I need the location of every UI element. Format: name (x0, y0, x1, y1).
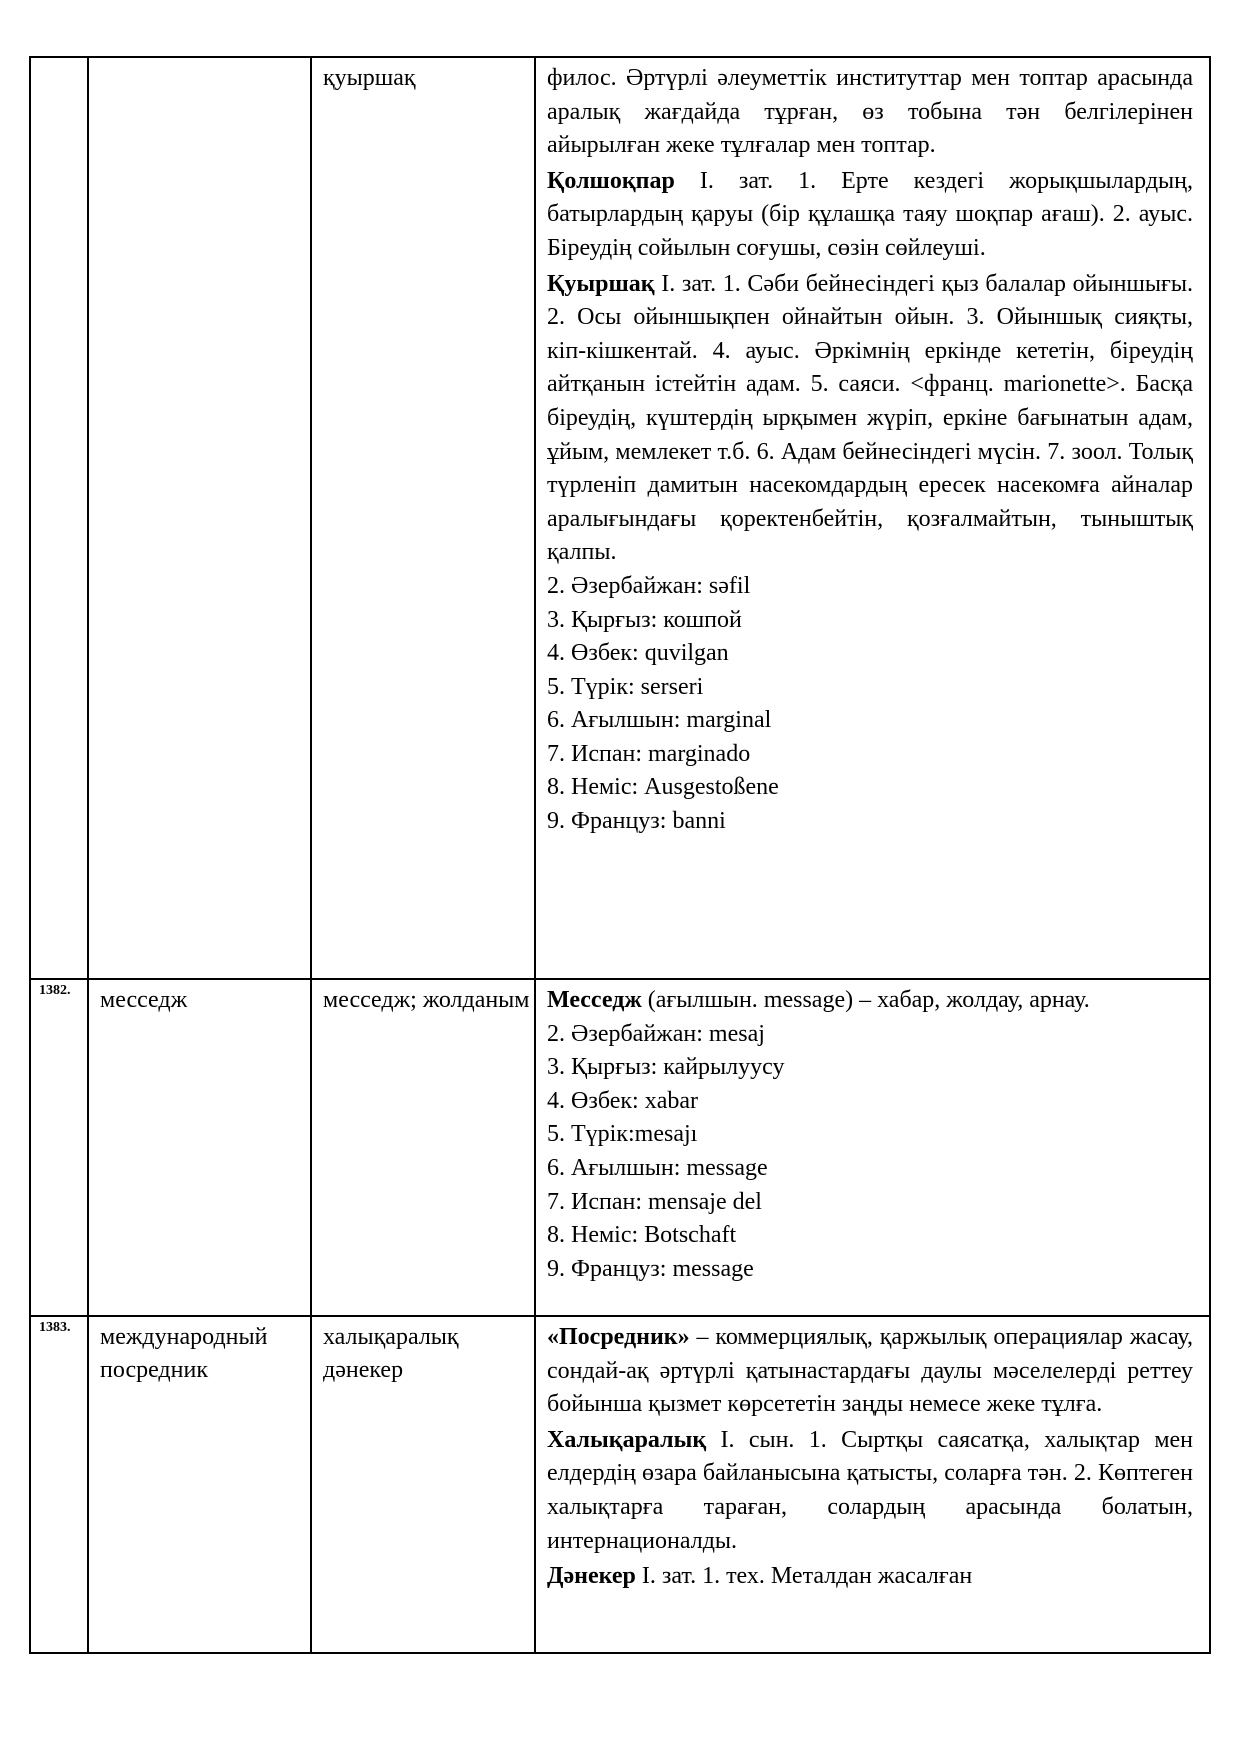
translation-line: 5. Түрік:mesajı (547, 1121, 698, 1148)
translation-line: 9. Француз: message (547, 1255, 754, 1282)
translation-line: 4. Өзбек: quvilgan (547, 640, 729, 667)
definition-paragraph: Месседж (ағылшын. message) – хабар, жолдау, арнау. (547, 987, 1090, 1013)
table-row (30, 979, 1210, 1316)
definition-paragraph: Қуыршақ І. зат. 1. Сәби бейнесіндегі қыз балалар ойыншығы. 2. Осы ойыншықпен ойнайтын ойын. 3. Ойыншық сияқты, кіп-кішкентай. 4. ауыс. Әркімнің еркінде кететін, біреудің айтқанын істейтін адам. 5. саяси. <франц. marionette>. Басқа біреудің, күштердің ырқымен жүріп, еркіне бағынатын адам, ұйым, мемлекет т.б. 6. Адам бейнесіндегі мүсін. 7. зоол. Толық түрленіп дамитын насекомдардың ересек насекомға айналар аралығындағы қоректенбейтін, қозғалмайтын, тыныштық қалпы. (547, 270, 1193, 566)
definition-cell (535, 979, 1210, 1316)
translation-line: 7. Испан: marginado (547, 740, 751, 767)
definition-paragraph: филос. Әртүрлі әлеуметтік институттар мен топтар арасында аралық жағдайда тұрған, өз тобына тән белгілерінен айырылған жеке тұлғалар мен топтар. (547, 65, 1193, 159)
translation-line: 3. Қырғыз: кайрылуусу (547, 1054, 785, 1081)
definition-paragraph: «Посредник» – коммерциялық, қаржылық операциялар жасау, сондай-ақ әртүрлі қатынастардағы даулы мәселелерді реттеу бойынша қызмет көрсететін заңды немесе жеке тұлға. (547, 1324, 1193, 1418)
definition-paragraph: Қолшоқпар І. зат. 1. Ерте кездегі жорықшылардың, батырлардың қаруы (бір құлашқа таяу шоқпар ағаш). 2. ауыс. Біреудің сойылын соғушы, сөзін сөйлеуші. (547, 167, 1193, 261)
table-row (30, 57, 1210, 979)
definition-paragraph: Дәнекер І. зат. 1. тех. Металдан жасалған (547, 1563, 973, 1590)
translation-line: 6. Ағылшын: marginal (547, 707, 772, 734)
dictionary-table (29, 56, 1211, 1654)
translation-line: 4. Өзбек: xabar (547, 1087, 698, 1114)
kazakh-term: месседж; жолданым (311, 979, 535, 1316)
translation-line: 6. Ағылшын: message (547, 1154, 768, 1181)
entry-number: 1382. (30, 979, 88, 1316)
russian-term: месседж (88, 979, 311, 1316)
definition-cell (535, 1316, 1210, 1653)
translation-line: 2. Әзербайжан: səfil (547, 572, 751, 599)
definition-cell (535, 57, 1210, 979)
entry-number (30, 57, 88, 979)
translation-line: 2. Әзербайжан: mesaj (547, 1020, 765, 1047)
kazakh-term: халықаралық дәнекер (311, 1316, 535, 1653)
translation-line: 8. Неміс: Ausgestoßene (547, 774, 779, 801)
definition-paragraph: Халықаралық І. сын. 1. Сыртқы саясатқа, халықтар мен елдердің өзара байланысына қатысты, соларға тән. 2. Көптеген халықтарға тараған, солардың арасында болатын, интернационалды. (547, 1426, 1193, 1554)
translation-line: 8. Неміс: Botschaft (547, 1222, 737, 1249)
translation-line: 7. Испан: mensaje del (547, 1188, 762, 1215)
russian-term: международный посредник (88, 1316, 311, 1653)
russian-term (88, 57, 311, 979)
table-row (30, 1316, 1210, 1653)
translation-line: 5. Түрік: serseri (547, 673, 704, 700)
kazakh-term: қуыршақ (311, 57, 535, 979)
translation-line: 3. Қырғыз: кошпой (547, 606, 742, 633)
entry-number: 1383. (30, 1316, 88, 1653)
translation-line: 9. Француз: banni (547, 808, 726, 835)
